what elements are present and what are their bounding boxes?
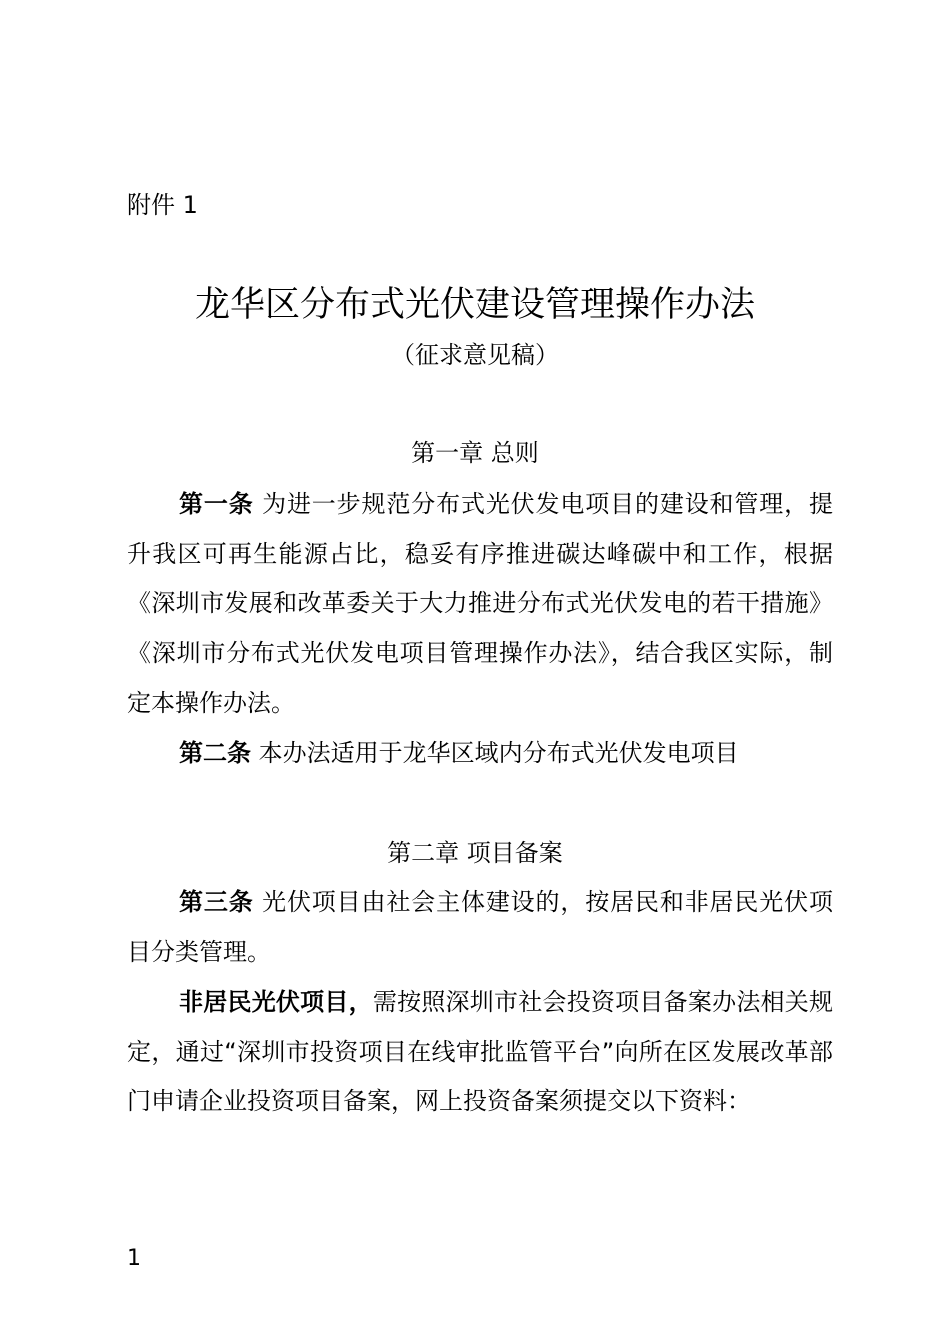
attachment-label: 附件 1 bbox=[127, 191, 198, 219]
article-1-text: 为进一步规范分布式光伏发电项目的建设和管理，提升我区可再生能源占比，稳妥有序推进碳达峰碳中和工作，根据《深圳市发展和改革委关于大力推进分布式光伏发电的若干措施》《深圳市分布式光伏发电项目管理操作办法》，结合我区实际，制定本操作办法。 bbox=[127, 490, 834, 717]
non-residential-text: 需按照深圳市社会投资项目备案办法相关规定，通过“深圳市投资项目在线审批监管平台”向所在区发展改革部门申请企业投资项目备案，网上投资备案须提交以下资料： bbox=[127, 988, 834, 1116]
non-residential-lead: 非居民光伏项目， bbox=[179, 988, 373, 1016]
document-subtitle: （征求意见稿） bbox=[391, 341, 559, 369]
article-2-lead: 第二条 bbox=[179, 739, 251, 767]
article-2 bbox=[127, 729, 833, 779]
article-3-text: 光伏项目由社会主体建设的，按居民和非居民光伏项目分类管理。 bbox=[127, 888, 834, 966]
article-1 bbox=[127, 480, 833, 729]
chapter-heading-2: 第二章 项目备案 bbox=[387, 839, 563, 867]
non-residential-paragraph bbox=[127, 978, 833, 1127]
document-title: 龙华区分布式光伏建设管理操作办法 bbox=[194, 285, 755, 325]
chapter-heading-1: 第一章 总则 bbox=[411, 439, 539, 467]
article-2-text: 本办法适用于龙华区域内分布式光伏发电项目 bbox=[251, 739, 739, 767]
article-3 bbox=[127, 878, 833, 977]
article-1-lead: 第一条 bbox=[179, 490, 254, 518]
page-number: 1 bbox=[127, 1246, 141, 1271]
article-3-lead: 第三条 bbox=[179, 888, 254, 916]
